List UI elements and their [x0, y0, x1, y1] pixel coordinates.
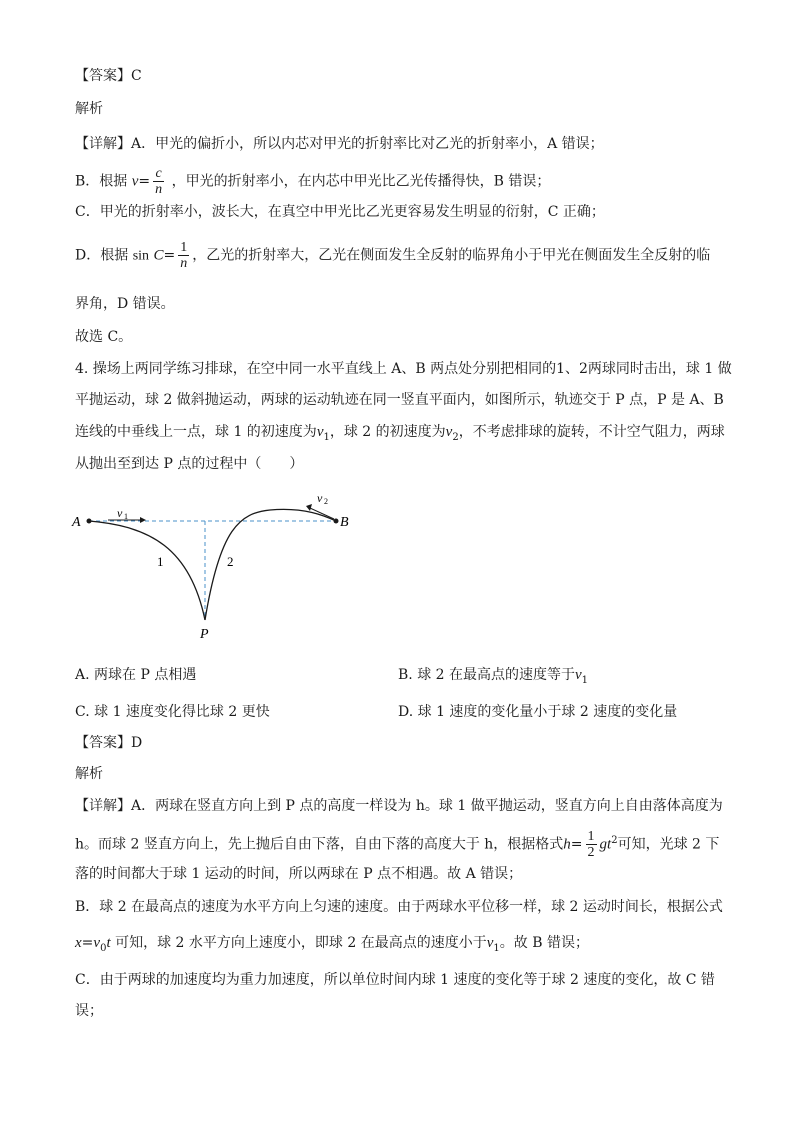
frac-num: 1 [587, 829, 595, 845]
q3-c-text: C．甲光的折射率小，波长大，在真空中甲光比乙光更容易发生明显的衍射，C 正确； [75, 204, 605, 220]
trajectory-diagram [70, 488, 360, 648]
formula-t: t [106, 935, 111, 951]
option-b[interactable] [398, 665, 588, 691]
q4-stem-l4 [75, 454, 303, 474]
subscript: 1 [493, 942, 500, 954]
q3-conclusion [75, 327, 132, 347]
stem-text: 平抛运动，球 2 做斜抛运动，两球的运动轨迹在同一竖直平面内，如图所示，轨迹交于 P 点，P 是 A、B [75, 392, 724, 408]
q3-d-post: ，乙光的折射率大，乙光在侧面发生全反射的临界角小于甲光在侧面发生全反射的临 [192, 247, 711, 264]
frac-den: n [180, 256, 188, 271]
option-d-text: D. 球 1 速度的变化量小于球 2 速度的变化量 [398, 704, 678, 720]
q4-stem-l1 [75, 359, 732, 379]
fraction-1-over-n [178, 240, 189, 271]
stem-text: ，不考虑排球的旋转，不计空气阻力，两球 [458, 424, 725, 440]
symbol-v1: v [486, 935, 494, 951]
v1-arrowhead [140, 517, 146, 523]
answer-value: D [131, 735, 143, 751]
option-a[interactable] [75, 665, 196, 685]
label-v2: v [317, 491, 323, 505]
label-v1-sub: 1 [124, 512, 128, 521]
detail-text: h。而球 2 竖直方向上，先上抛后自由下落，自由下落的高度大于 h，根据格式 [75, 836, 564, 853]
label-v1: v [117, 506, 123, 520]
option-b-text: B. 球 2 在最高点的速度等于 [398, 667, 575, 683]
analysis-tag: 解析 [75, 766, 103, 782]
formula-v: v [93, 935, 101, 951]
formula-v: v [131, 173, 139, 190]
formula-x: x [75, 935, 82, 951]
label-b: B [340, 515, 349, 530]
q4-analysis-heading [75, 764, 103, 784]
q4-detail-c-l2 [75, 1001, 103, 1021]
subscript: 2 [452, 431, 459, 443]
detail-text: 。故 B 错误； [499, 935, 589, 951]
formula-h: h [563, 836, 571, 853]
subscript: 1 [581, 674, 589, 686]
frac-den: 2 [587, 845, 595, 861]
formula-eq: = [81, 935, 94, 951]
symbol-v1: v [575, 667, 582, 683]
formula-eq: = [138, 173, 151, 190]
q4-detail-a-l2 [75, 826, 719, 860]
detail-text: 可知，球 2 水平方向上速度小，即球 2 在最高点的速度小于 [110, 935, 487, 951]
trajectory-2 [205, 509, 336, 620]
label-2: 2 [227, 554, 234, 569]
stem-text: 从抛出至到达 P 点的过程中（ ） [75, 456, 304, 472]
v2-arrowhead [306, 504, 312, 511]
fraction-c-over-n [153, 166, 164, 197]
superscript: 2 [611, 835, 618, 846]
detail-text: B．球 2 在最高点的速度为水平方向上匀速的速度。由于两球水平位移一样，球 2 运动时间长，根据公式 [75, 899, 723, 915]
frac-num: c [153, 166, 164, 182]
formula-gt: gt [599, 836, 612, 853]
detail-text: A．两球在竖直方向上到 P 点的高度一样设为 h。球 1 做平抛运动，竖直方向上自由落体高度为 [131, 798, 723, 814]
detail-tag: 【详解】 [75, 798, 131, 814]
detail-text: 可知，光球 2 下 [617, 836, 720, 853]
frac-den: n [155, 182, 163, 197]
q4-detail-b-l2 [75, 933, 589, 959]
label-p: P [200, 627, 209, 642]
formula-c: C [153, 247, 164, 264]
q3-b-pre: B．根据 [75, 173, 128, 190]
option-c[interactable] [75, 702, 270, 722]
q3-detail-b [75, 166, 550, 197]
label-v2-sub: 2 [324, 497, 328, 506]
stem-text: 4. 操场上两同学练习排球，在空中同一水平直线上 A、B 两点处分别把相同的1、2两球同时击出，球 1 做 [75, 361, 732, 377]
q3-detail-a [75, 134, 604, 154]
q3-detail-a-text: A．甲光的偏折小，所以内芯对甲光的折射率比对乙光的折射率小，A 错误； [131, 136, 604, 152]
q3-detail-d-cont [75, 294, 175, 314]
label-1: 1 [157, 554, 164, 569]
detail-text: C．由于两球的加速度均为重力加速度，所以单位时间内球 1 速度的变化等于球 2 速度的变化，故 C 错 [75, 972, 715, 988]
detail-text: 落的时间都大于球 1 运动的时间，所以两球在 P 点不相遇。故 A 错误； [75, 866, 523, 882]
symbol-v1: v [316, 424, 324, 440]
option-c-text: C. 球 1 速度变化得比球 2 更快 [75, 704, 270, 720]
q4-detail-c-l1 [75, 970, 715, 990]
subscript: 0 [100, 942, 107, 954]
detail-text: 误； [75, 1003, 103, 1019]
q3-detail-d [75, 240, 710, 272]
option-a-text: A. 两球在 P 点相遇 [75, 667, 197, 683]
q4-answer-line [75, 733, 142, 753]
subscript: 1 [323, 431, 330, 443]
trajectory-1 [89, 521, 205, 620]
stem-text: 连线的中垂线上一点，球 1 的初速度为 [75, 424, 317, 440]
formula-sin: sin [132, 248, 150, 264]
q4-detail-a-l1 [75, 796, 723, 816]
answer-tag: 【答案】 [75, 68, 131, 84]
option-d[interactable] [398, 702, 677, 722]
fraction-1-over-2 [586, 829, 597, 860]
symbol-v2: v [445, 424, 453, 440]
q4-detail-a-l3 [75, 864, 522, 884]
q4-stem-l3 [75, 422, 725, 448]
q4-stem-l2 [75, 390, 724, 410]
detail-tag: 【详解】 [75, 136, 131, 152]
answer-value: C [131, 68, 142, 84]
formula-eq: = [163, 247, 176, 264]
point-a [87, 519, 92, 524]
q3-b-post: ，甲光的折射率小，在内芯中甲光比乙光传播得快，B 错误； [171, 173, 551, 190]
label-a: A [72, 515, 81, 530]
analysis-tag: 解析 [75, 101, 103, 117]
q3-d-post2: 界角，D 错误。 [75, 296, 175, 312]
formula-eq: = [570, 836, 583, 853]
answer-tag: 【答案】 [75, 735, 131, 751]
q3-answer-line [75, 66, 142, 86]
stem-text: ，球 2 的初速度为 [329, 424, 446, 440]
conclusion-text: 故选 C。 [75, 329, 133, 345]
point-b [334, 519, 339, 524]
q3-analysis-heading [75, 99, 103, 119]
q3-detail-c [75, 202, 605, 222]
frac-num: 1 [180, 240, 188, 255]
q3-d-pre: D．根据 [75, 247, 129, 264]
q4-detail-b-l1 [75, 897, 723, 917]
